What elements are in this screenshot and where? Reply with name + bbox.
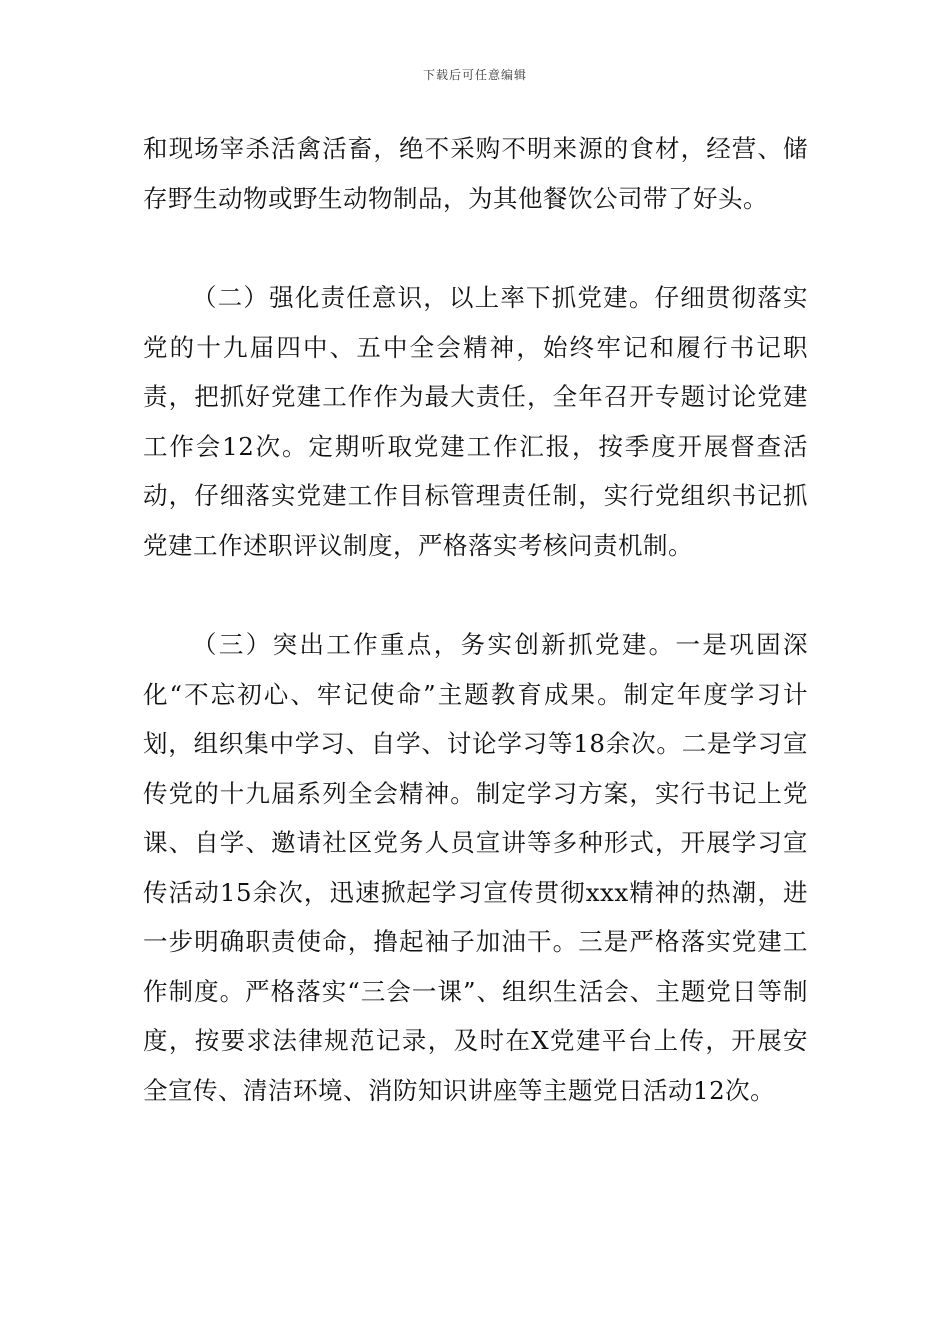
paragraph-continuation: 和现场宰杀活禽活畜，绝不采购不明来源的食材，经营、储存野生动物或野生动物制品，为其他餐饮公司带了好头。	[143, 134, 808, 213]
paragraph-section-3: （三）突出工作重点，务实创新抓党建。一是巩固深化“不忘初心、牢记使命”主题教育成果。制定年度学习计划，组织集中学习、自学、讨论学习等18余次。二是学习宣传党的十九届系列全会精神。制定学习方案，实行书记上党课、自学、邀请社区党务人员宣讲等多种形式，开展学习宣传活动15余次，迅速掀起学习宣传贯彻xxx精神的热潮，进一步明确职责使命，撸起袖子加油干。三是严格落实党建工作制度。严格落实“三会一课”、组织生活会、主题党日等制度，按要求法律规范记录，及时在X党建平台上传，开展安全宣传、清洁环境、消防知识讲座等主题党日活动12次。	[143, 630, 808, 1105]
paragraph-gap	[143, 570, 808, 620]
paragraph-gap	[143, 223, 808, 273]
document-body	[143, 124, 808, 1115]
header-note: 下载后可任意编辑	[422, 68, 527, 82]
paragraph-section-2: （二）强化责任意识，以上率下抓党建。仔细贯彻落实党的十九届四中、五中全会精神，始终牢记和履行书记职责，把抓好党建工作作为最大责任，全年召开专题讨论党建工作会12次。定期听取党建工作汇报，按季度开展督查活动，仔细落实党建工作目标管理责任制，实行党组织书记抓党建工作述职评议制度，严格落实考核问责机制。	[143, 283, 808, 560]
